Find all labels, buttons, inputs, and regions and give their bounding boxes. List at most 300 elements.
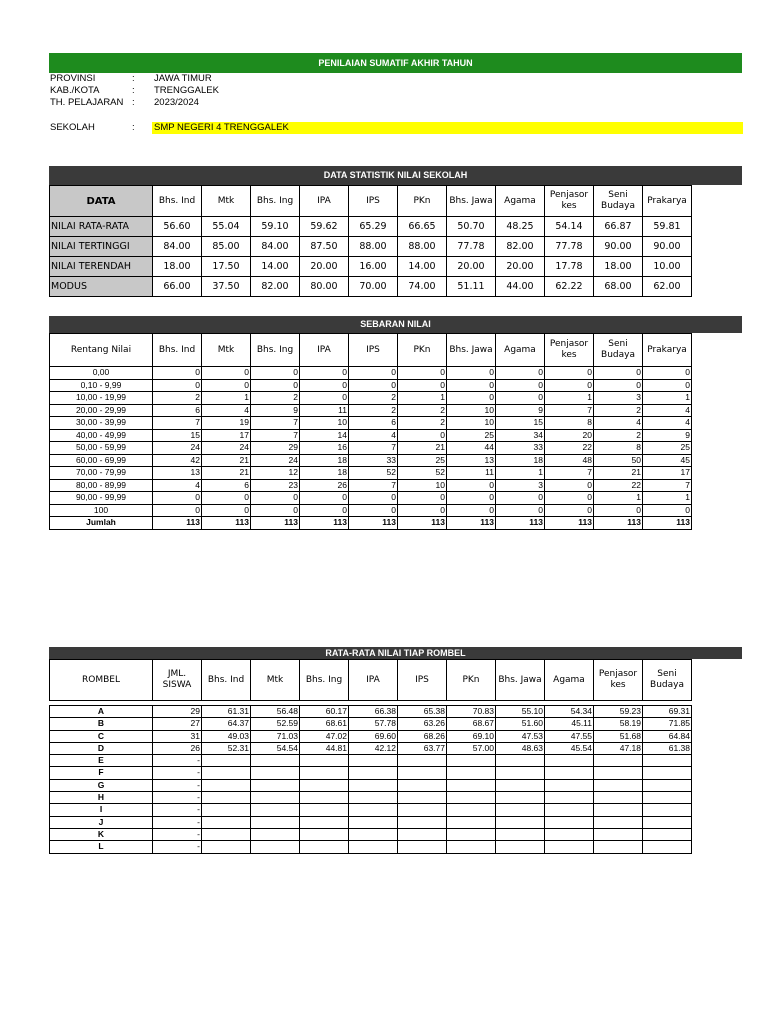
table-cell: 61.38 [643,742,692,754]
table-cell [349,779,398,791]
table-cell: 7 [545,467,594,480]
table-cell: 4 [643,404,692,417]
table-cell [447,755,496,767]
rombel-row [50,828,692,840]
table-cell: 42.12 [349,742,398,754]
table-cell: 0 [447,379,496,392]
rombel-row [50,706,692,718]
table-cell: 74.00 [398,277,447,297]
table-cell [496,779,545,791]
table-cell: 85.00 [202,237,251,257]
table-cell: 7 [545,404,594,417]
sebaran-row [50,467,692,480]
table-cell: 1 [643,392,692,405]
table-cell [545,767,594,779]
table-cell [300,755,349,767]
table-cell [251,804,300,816]
table-cell: 20.00 [447,257,496,277]
rombel-col-jml: JML. SISWA [153,660,202,701]
table-cell: 113 [349,517,398,530]
table-cell: 0 [202,367,251,380]
table-cell: 3 [594,392,643,405]
sebaran-row [50,404,692,417]
table-cell: 18 [496,454,545,467]
column-header: Bhs. Ind [153,334,202,367]
info-value: TRENGGALEK [154,85,219,96]
table-cell: 0 [496,492,545,505]
table-cell [398,767,447,779]
column-header: IPS [349,334,398,367]
table-cell: 57.00 [447,742,496,754]
table-cell: 66.38 [349,706,398,718]
table-cell [202,841,251,853]
column-header: PKn [398,334,447,367]
table-cell: 4 [202,404,251,417]
table-cell: 59.81 [643,217,692,237]
table-cell: 33 [496,442,545,455]
table-cell: 14.00 [251,257,300,277]
table-cell: 7 [153,417,202,430]
table-cell: 0 [153,379,202,392]
info-label: PROVINSI [50,73,96,84]
table-cell [545,792,594,804]
statistik-row [50,257,692,277]
table-cell: 33 [349,454,398,467]
table-cell: 48.63 [496,742,545,754]
column-header: Bhs. Jawa [496,660,545,701]
table-cell [545,755,594,767]
range-label: 80,00 - 89,99 [50,479,153,492]
range-label: 90,00 - 99,99 [50,492,153,505]
rombel-row [50,779,692,791]
table-cell: 71.03 [251,730,300,742]
table-cell [496,828,545,840]
column-header: Penjasor kes [545,186,594,217]
table-cell [594,792,643,804]
rombel-jml: - [153,816,202,828]
table-cell: 113 [496,517,545,530]
range-label: 0,00 [50,367,153,380]
rombel-name: G [50,779,153,791]
rombel-name: F [50,767,153,779]
table-cell: 0 [643,367,692,380]
table-cell: 4 [349,429,398,442]
table-cell: 61.31 [202,706,251,718]
rombel-row [50,841,692,853]
table-cell [643,755,692,767]
table-cell: 52 [398,467,447,480]
table-cell: 10 [447,404,496,417]
table-cell: 52.31 [202,742,251,754]
total-label: Jumlah [50,517,153,530]
table-cell: 77.78 [447,237,496,257]
table-cell: 17 [202,429,251,442]
table-cell: 84.00 [251,237,300,257]
table-cell: 0 [202,379,251,392]
table-cell: 18 [300,467,349,480]
table-cell [349,828,398,840]
table-cell: 2 [251,392,300,405]
info-sep: : [132,97,135,108]
sebaran-total-row [50,517,692,530]
table-cell [202,816,251,828]
table-cell: 10.00 [643,257,692,277]
sebaran-row [50,454,692,467]
table-cell [202,828,251,840]
table-cell [349,841,398,853]
rombel-name: L [50,841,153,853]
table-cell [349,767,398,779]
table-cell: 45.11 [545,718,594,730]
table-cell: 70.00 [349,277,398,297]
column-header: Prakarya [643,334,692,367]
school-sep: : [132,122,135,133]
table-cell [251,816,300,828]
statistik-row [50,277,692,297]
table-cell: 68.00 [594,277,643,297]
table-cell: 10 [300,417,349,430]
table-cell: 20.00 [496,257,545,277]
table-cell: 14 [300,429,349,442]
column-header: IPA [349,660,398,701]
table-cell: 66.87 [594,217,643,237]
column-header: Mtk [251,660,300,701]
column-header: Agama [545,660,594,701]
rombel-row [50,816,692,828]
table-cell [398,828,447,840]
rombel-name: B [50,718,153,730]
rombel-row [50,755,692,767]
table-cell: 7 [349,442,398,455]
table-cell [545,804,594,816]
statistik-corner: DATA [50,186,153,217]
table-cell: 45 [643,454,692,467]
rombel-row [50,742,692,754]
table-cell: 48 [545,454,594,467]
table-cell: 0 [349,504,398,517]
table-cell [300,779,349,791]
statistik-header-row [50,186,692,217]
table-cell [496,804,545,816]
table-cell: 18.00 [153,257,202,277]
table-cell [300,792,349,804]
column-header: Agama [496,186,545,217]
table-cell: 113 [643,517,692,530]
info-sep: : [132,73,135,84]
page-title: PENILAIAN SUMATIF AKHIR TAHUN [49,53,742,73]
table-cell: 88.00 [349,237,398,257]
rombel-name: C [50,730,153,742]
table-cell: 11 [300,404,349,417]
table-cell: 0 [447,492,496,505]
table-cell: 90.00 [594,237,643,257]
info-sep: : [132,85,135,96]
table-cell: 17.78 [545,257,594,277]
rombel-jml: - [153,792,202,804]
table-cell: 6 [202,479,251,492]
table-cell: 69.31 [643,706,692,718]
column-header: Seni Budaya [594,334,643,367]
rombel-jml: - [153,779,202,791]
table-cell [447,816,496,828]
table-cell: 0 [496,367,545,380]
table-cell: 0 [398,504,447,517]
table-cell [545,816,594,828]
table-cell [251,792,300,804]
table-cell: 59.23 [594,706,643,718]
table-cell [202,779,251,791]
table-cell: 0 [447,367,496,380]
table-cell: 68.67 [447,718,496,730]
range-label: 20,00 - 29,99 [50,404,153,417]
table-cell [398,841,447,853]
column-header: Bhs. Jawa [447,186,496,217]
column-header: Seni Budaya [594,186,643,217]
table-cell: 9 [643,429,692,442]
table-cell [496,767,545,779]
table-cell [300,828,349,840]
table-cell: 7 [349,479,398,492]
table-cell: 0 [251,379,300,392]
table-cell: 66.65 [398,217,447,237]
table-cell: 0 [545,479,594,492]
table-cell: 82.00 [251,277,300,297]
table-cell: 6 [153,404,202,417]
table-cell: 13 [153,467,202,480]
sebaran-row [50,479,692,492]
table-cell: 113 [300,517,349,530]
row-label: NILAI RATA-RATA [50,217,153,237]
table-cell: 14.00 [398,257,447,277]
column-header: PKn [398,186,447,217]
rombel-header-row [50,660,692,701]
table-cell [496,755,545,767]
table-cell: 57.78 [349,718,398,730]
table-cell [643,816,692,828]
table-cell: 45.54 [545,742,594,754]
table-cell: 20 [545,429,594,442]
rombel-jml: - [153,767,202,779]
table-cell: 113 [202,517,251,530]
table-cell: 0 [202,492,251,505]
column-header: IPA [300,334,349,367]
table-cell: 4 [643,417,692,430]
table-cell: 113 [251,517,300,530]
sebaran-header-row [50,334,692,367]
table-cell: 12 [251,467,300,480]
table-cell: 47.18 [594,742,643,754]
table-cell: 0 [545,504,594,517]
table-cell: 113 [447,517,496,530]
sebaran-row [50,492,692,505]
table-cell [447,767,496,779]
column-header: Bhs. Ind [202,660,251,701]
table-cell [300,841,349,853]
table-cell: 51.68 [594,730,643,742]
table-cell: 22 [545,442,594,455]
table-cell [349,816,398,828]
table-cell: 69.10 [447,730,496,742]
table-cell: 87.50 [300,237,349,257]
table-cell: 54.14 [545,217,594,237]
table-cell: 77.78 [545,237,594,257]
column-header: Agama [496,334,545,367]
school-row [50,122,742,134]
table-cell: 0 [545,367,594,380]
table-cell: 2 [349,392,398,405]
school-label: SEKOLAH [50,122,95,133]
table-cell [398,816,447,828]
sebaran-row [50,429,692,442]
table-cell: 68.26 [398,730,447,742]
table-cell: 0 [545,492,594,505]
sebaran-row [50,417,692,430]
table-cell [496,841,545,853]
table-cell: 0 [398,367,447,380]
range-label: 50,00 - 59,99 [50,442,153,455]
table-cell: 55.04 [202,217,251,237]
table-cell: 1 [202,392,251,405]
rombel-row [50,804,692,816]
table-cell: 56.48 [251,706,300,718]
table-cell [447,792,496,804]
info-block [50,73,350,113]
table-cell: 2 [594,429,643,442]
table-cell: 88.00 [398,237,447,257]
table-cell: 0 [300,504,349,517]
table-cell: 20.00 [300,257,349,277]
table-cell [643,779,692,791]
table-cell: 63.77 [398,742,447,754]
column-header: Bhs. Ing [251,334,300,367]
table-cell: 0 [545,379,594,392]
table-cell: 82.00 [496,237,545,257]
table-cell: 21 [202,454,251,467]
table-cell: 0 [300,492,349,505]
rombel-name: I [50,804,153,816]
table-cell: 62.22 [545,277,594,297]
table-cell: 15 [496,417,545,430]
table-cell: 34 [496,429,545,442]
table-cell [447,841,496,853]
rombel-row [50,792,692,804]
table-cell: 0 [447,479,496,492]
table-cell: 63.26 [398,718,447,730]
table-cell: 0 [251,367,300,380]
table-cell: 21 [594,467,643,480]
table-cell: 48.25 [496,217,545,237]
table-cell [496,792,545,804]
table-cell [251,841,300,853]
table-cell: 29 [251,442,300,455]
table-cell [398,779,447,791]
table-cell: 1 [594,492,643,505]
table-cell: 0 [398,429,447,442]
table-cell: 8 [594,442,643,455]
table-cell: 47.02 [300,730,349,742]
range-label: 60,00 - 69,99 [50,454,153,467]
table-cell [300,816,349,828]
table-cell [251,767,300,779]
table-cell: 0 [594,367,643,380]
statistik-row [50,237,692,257]
column-header: Penjasor kes [594,660,643,701]
table-cell: 23 [251,479,300,492]
table-cell: 10 [398,479,447,492]
column-header: Mtk [202,186,251,217]
table-cell [643,828,692,840]
rombel-row [50,767,692,779]
table-cell: 58.19 [594,718,643,730]
table-cell [251,828,300,840]
table-cell: 1 [496,467,545,480]
rombel-jml: 26 [153,742,202,754]
table-cell: 42 [153,454,202,467]
statistik-header: DATA STATISTIK NILAI SEKOLAH [49,166,742,185]
table-cell: 24 [153,442,202,455]
rombel-name: A [50,706,153,718]
table-cell: 0 [300,379,349,392]
table-cell [594,828,643,840]
table-cell: 44.00 [496,277,545,297]
rombel-name: D [50,742,153,754]
row-label: NILAI TERTINGGI [50,237,153,257]
table-cell: 11 [447,467,496,480]
table-cell: 65.38 [398,706,447,718]
table-cell [398,804,447,816]
table-cell: 2 [398,404,447,417]
info-row-tahun [50,97,350,109]
table-cell: 64.84 [643,730,692,742]
table-cell [202,792,251,804]
table-cell: 2 [349,404,398,417]
table-cell: 0 [447,392,496,405]
column-header: Bhs. Ing [300,660,349,701]
sebaran-corner: Rentang Nilai [50,334,153,367]
table-cell: 113 [398,517,447,530]
table-cell [202,804,251,816]
table-cell [594,755,643,767]
table-cell [594,804,643,816]
table-cell [251,779,300,791]
table-cell: 7 [251,429,300,442]
rombel-name: K [50,828,153,840]
rombel-jml: 31 [153,730,202,742]
range-label: 0,10 - 9,99 [50,379,153,392]
table-cell: 25 [447,429,496,442]
table-cell: 69.60 [349,730,398,742]
range-label: 10,00 - 19,99 [50,392,153,405]
table-cell: 7 [251,417,300,430]
table-cell [594,816,643,828]
table-cell: 9 [496,404,545,417]
table-cell: 113 [545,517,594,530]
table-cell: 7 [643,479,692,492]
table-cell [398,755,447,767]
table-cell: 55.10 [496,706,545,718]
info-value: JAWA TIMUR [154,73,212,84]
table-cell [643,767,692,779]
rombel-jml: - [153,841,202,853]
table-cell [447,779,496,791]
table-cell: 16 [300,442,349,455]
rombel-name: J [50,816,153,828]
table-cell: 0 [349,367,398,380]
rombel-jml: - [153,755,202,767]
rombel-header: RATA-RATA NILAI TIAP ROMBEL [49,647,742,659]
table-cell: 19 [202,417,251,430]
table-cell: 0 [447,504,496,517]
